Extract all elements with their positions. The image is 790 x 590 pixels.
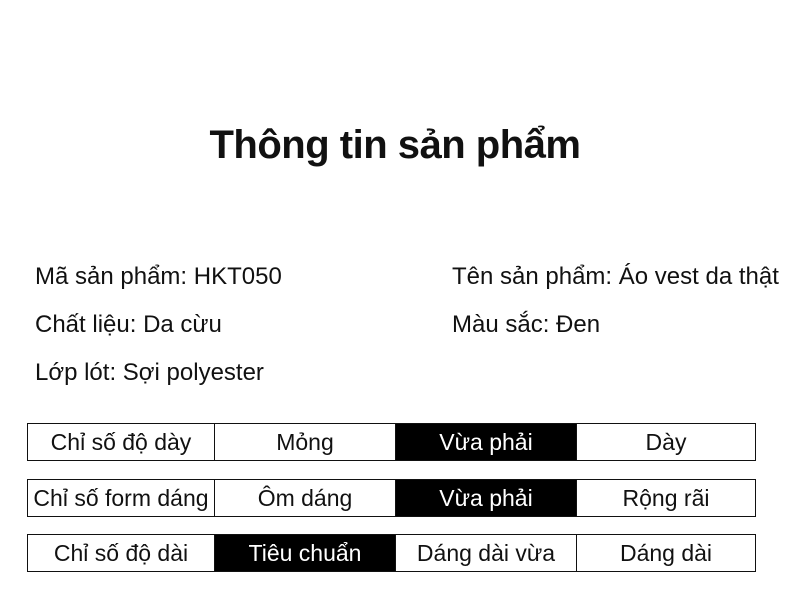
color-value: Đen xyxy=(556,311,601,338)
thickness-option-medium: Vừa phải xyxy=(395,424,576,460)
product-name-value: Áo vest da thật xyxy=(618,263,779,290)
length-option-standard: Tiêu chuẩn xyxy=(214,535,395,571)
length-scale-label: Chỉ số độ dài xyxy=(53,539,189,566)
product-code-label: Mã sản phẩm : xyxy=(35,263,194,290)
fit-option-loose: Rộng rãi xyxy=(576,480,755,516)
length-scale xyxy=(27,534,756,572)
fit-scale xyxy=(27,479,756,517)
page-title: Thông tin sản phẩm xyxy=(209,122,581,167)
lining xyxy=(35,358,264,388)
thickness-scale-label: Chỉ số độ dày xyxy=(50,428,192,455)
fit-option-slim: Ôm dáng xyxy=(214,480,395,516)
thickness-scale xyxy=(27,423,756,461)
color-label: Màu sắc : xyxy=(452,311,556,338)
material-label: Chất liệu : xyxy=(35,311,143,338)
product-code-value: HKT050 xyxy=(193,263,282,290)
product-name xyxy=(452,262,779,292)
length-option-medium-long: Dáng dài vừa xyxy=(395,535,576,571)
thickness-option-thin: Mỏng xyxy=(214,424,395,460)
length-option-long: Dáng dài xyxy=(576,535,755,571)
product-name-label: Tên sản phẩm : xyxy=(452,263,619,290)
material xyxy=(35,310,222,340)
thickness-option-thick: Dày xyxy=(576,424,755,460)
lining-value: Sợi polyester xyxy=(122,359,264,386)
fit-scale-label: Chỉ số form dáng xyxy=(33,484,209,511)
lining-label: Lớp lót : xyxy=(35,359,123,386)
fit-option-regular: Vừa phải xyxy=(395,480,576,516)
color xyxy=(452,310,600,340)
product-code xyxy=(35,262,282,292)
material-value: Da cừu xyxy=(143,311,222,338)
